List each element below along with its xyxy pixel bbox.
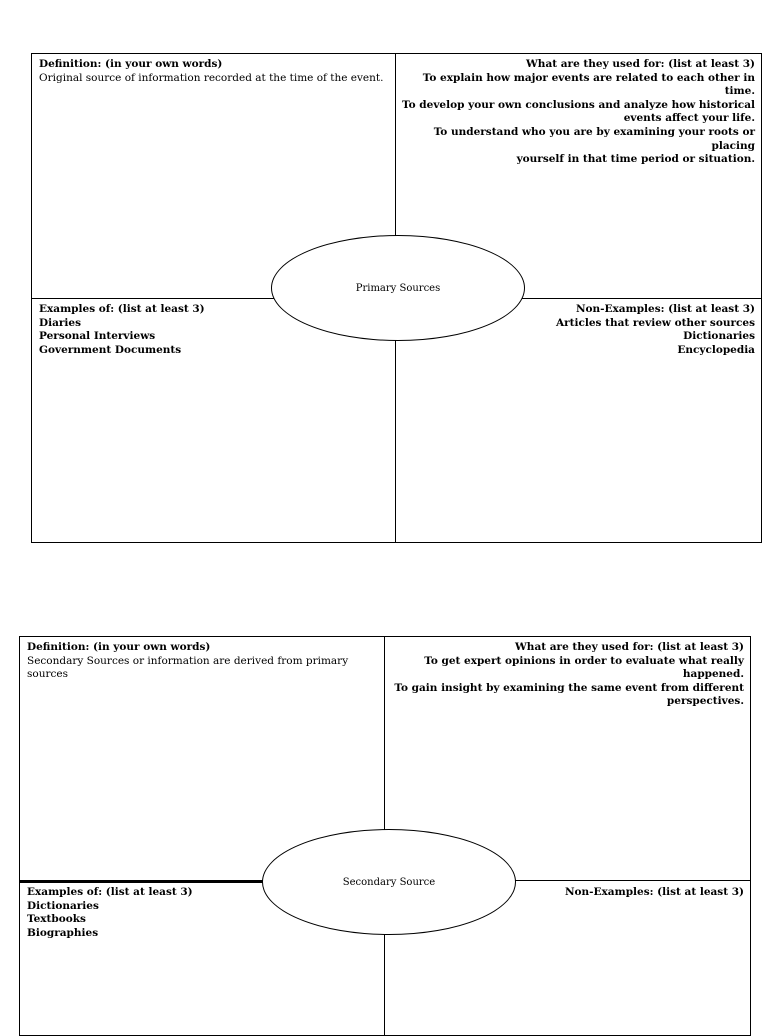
used-for-quadrant [401,58,755,167]
center-oval [271,235,525,341]
non-example-item: Dictionaries [683,330,755,343]
used-for-heading: What are they used for: (list at least 3) [515,641,744,653]
used-for-line: To get expert opinions in order to evaluate what really happened. [424,654,744,681]
example-item: Government Documents [39,343,182,356]
frayer-model-primary [31,53,762,543]
non-examples-quadrant [512,303,755,357]
example-item: Dictionaries [27,899,99,912]
used-for-line: yourself in that time period or situation. [516,153,755,166]
definition-quadrant [27,641,379,682]
center-term: Secondary Source [342,876,436,888]
definition-quadrant [39,58,389,85]
used-for-quadrant [390,641,744,709]
used-for-line: events affect your life. [623,112,755,125]
example-item: Textbooks [27,913,86,926]
used-for-line: perspectives. [666,695,744,708]
center-oval [262,829,516,935]
used-for-line: To develop your own conclusions and analyze how historical [402,98,755,111]
non-example-item: Articles that review other sources [555,316,755,329]
definition-heading: Definition: (in your own words) [27,641,211,653]
used-for-line: To understand who you are by examining your roots or placing [433,125,755,152]
definition-text: Original source of information recorded at the time of the event. [39,71,384,84]
horizontal-divider-left [20,880,270,883]
examples-heading: Examples of: (list at least 3) [39,303,205,315]
used-for-line: To gain insight by examining the same event from different [394,681,744,694]
examples-quadrant [27,886,257,940]
non-examples-heading: Non-Examples: (list at least 3) [575,303,755,315]
definition-text: Secondary Sources or information are derived from primary sources [27,654,349,681]
non-examples-quadrant [510,886,744,900]
frayer-model-secondary [19,636,751,1036]
examples-quadrant [39,303,279,357]
non-examples-heading: Non-Examples: (list at least 3) [564,886,744,898]
example-item: Biographies [27,926,99,939]
example-item: Personal Interviews [39,330,156,343]
definition-heading: Definition: (in your own words) [39,58,223,70]
used-for-heading: What are they used for: (list at least 3) [526,58,755,70]
non-example-item: Encyclopedia [677,343,755,356]
center-term: Primary Sources [355,282,441,294]
examples-heading: Examples of: (list at least 3) [27,886,193,898]
example-item: Diaries [39,316,82,329]
used-for-line: To explain how major events are related to each other in time. [422,71,755,98]
horizontal-divider-right [500,880,750,881]
